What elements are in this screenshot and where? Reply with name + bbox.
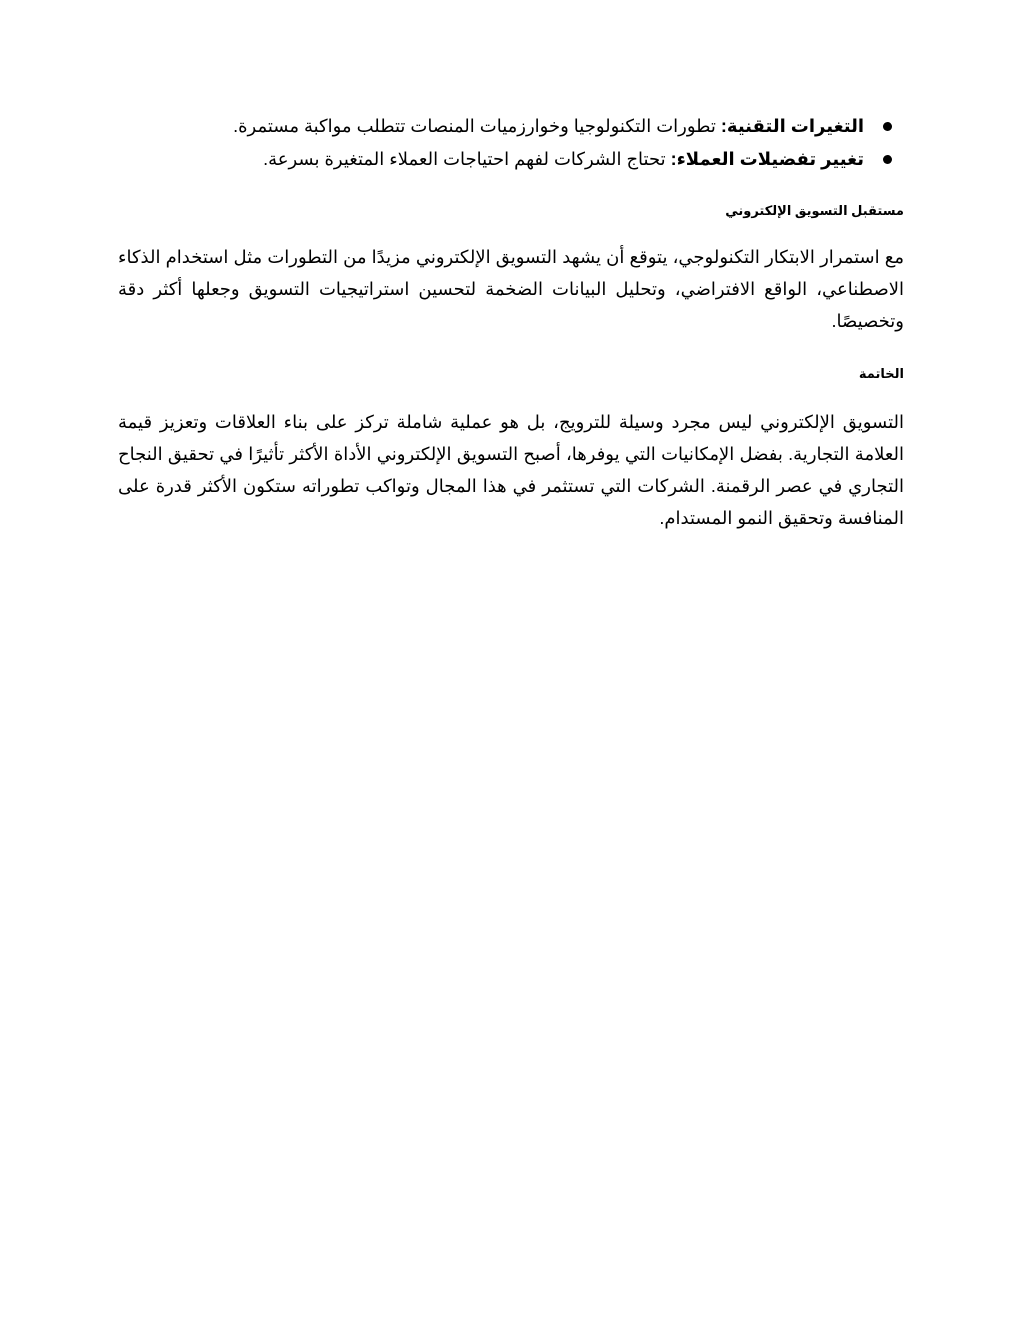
bullet-term: تغيير تفضيلات العملاء: — [670, 149, 864, 169]
list-item — [118, 143, 864, 176]
bullet-text: تطورات التكنولوجيا وخوارزميات المنصات تتطلب مواكبة مستمرة. — [233, 116, 721, 136]
section-heading-conclusion: الخاتمة — [858, 366, 904, 381]
bullet-term: التغيرات التقنية: — [720, 116, 864, 136]
section-heading-future: مستقبل التسويق الإلكتروني — [725, 203, 904, 218]
bullet-icon — [883, 155, 892, 164]
list-item — [118, 110, 864, 143]
bullet-text: تحتاج الشركات لفهم احتياجات العملاء المتغيرة بسرعة. — [263, 149, 671, 169]
bullet-icon — [883, 122, 892, 131]
bullet-list — [118, 110, 904, 176]
section-paragraph-future: مع استمرار الابتكار التكنولوجي، يتوقع أن يشهد التسويق الإلكتروني مزيدًا من التطورات مثل استخدام الذكاء الاصطناعي، الواقع الافتراضي، وتحليل البيانات الضخمة لتحسين استراتيجيات التسويق وجعلها أكثر دقة وتخصيصًا. — [118, 247, 904, 331]
section-paragraph-conclusion: التسويق الإلكتروني ليس مجرد وسيلة للترويج، بل هو عملية شاملة تركز على بناء العلاقات وتعزيز قيمة العلامة التجارية. بفضل الإمكانيات التي يوفرها، أصبح التسويق الإلكتروني الأداة الأكثر تأثيرًا في تحقيق النجاح التجاري في عصر الرقمنة. الشركات التي تستثمر في هذا المجال وتواكب تطوراته ستكون الأكثر قدرة على المنافسة وتحقيق النمو المستدام. — [118, 412, 904, 528]
document-content — [118, 110, 904, 534]
